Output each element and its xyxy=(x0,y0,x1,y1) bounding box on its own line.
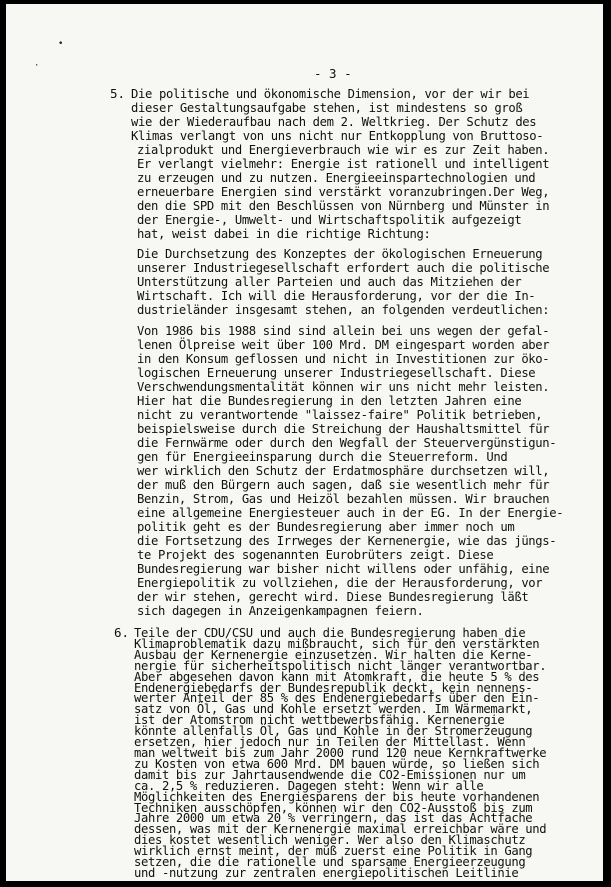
item-6-line: setzen, die die rationelle und sparsame Energieerzeugung xyxy=(134,855,526,870)
item-6-line: könnte allenfalls Öl, Gas und Kohle in der Stromerzeugung xyxy=(134,724,533,739)
item-5-line: den die SPD mit den Beschlüssen von Nürnberg und Münster in xyxy=(137,199,550,213)
item-5-line: dieser Gestaltungsaufgabe stehen, ist mindestens so groß xyxy=(131,101,523,115)
paragraph-b-line: beispielsweise durch die Streichung der Haushaltsmittel für xyxy=(137,422,550,436)
paragraph-b-line: te Projekt des sogenannten Eurobrüters zeigt. Diese xyxy=(137,548,494,562)
paragraph-b-line: Bundesregierung war bisher nicht willens oder unfähig, eine xyxy=(137,562,550,576)
item-5-line: Er verlangt vielmehr: Energie ist rationell und intelligent xyxy=(137,157,550,171)
item-6-line: und -nutzung zur zentralen energiepolitischen Leitlinie xyxy=(134,866,519,880)
paragraph-a-line: dustrieländer insgesamt stehen, an folgenden verdeutlichen: xyxy=(137,303,550,317)
paragraph-b-line: gen für Energieeinsparung durch die Steuerreform. Und xyxy=(137,450,508,464)
item-6-line: Klimaproblematik dazu mißbraucht, sich für den verstärkten xyxy=(134,636,540,651)
item-5-line: wie der Wiederaufbau nach dem 2. Weltkrieg. Der Schutz des xyxy=(131,115,537,129)
item-6-line: ersetzen, hier jedoch nur in Teilen der Mittellast. Wenn xyxy=(134,735,526,750)
paragraph-b-line: in den Konsum geflossen und nicht in Investitionen zur öko- xyxy=(137,352,550,366)
item-6-line: satz von Öl, Gas und Kohle ersetzt werden. Im Wärmemarkt, xyxy=(134,702,533,717)
item-5-line: erneuerbare Energien sind verstärkt voranzubringen.Der Weg, xyxy=(137,185,550,199)
document-page xyxy=(6,4,603,881)
item-6-line: dies kostet wesentlich weniger. Wer also den Klimaschutz xyxy=(134,833,526,848)
item-5-line: hat, weist dabei in die richtige Richtung: xyxy=(137,227,431,241)
paragraph-a-line: Die Durchsetzung des Konzeptes der ökologischen Erneuerung xyxy=(137,247,543,261)
item-6-line: Ausbau der Kernenergie einzusetzen. Wir halten die Kerne- xyxy=(134,647,533,662)
paragraph-b-line: politik geht es der Bundesregierung aber immer noch um xyxy=(137,520,515,534)
paragraph-b-line: Benzin, Strom, Gas und Heizöl bezahlen müssen. Wir brauchen xyxy=(137,492,550,506)
paragraph-a-line: Wirtschaft. Ich will die Herausforderung, vor der die In- xyxy=(137,289,536,303)
item-6-line: werter Anteil der 85 % des Endenergiebedarfs über den Ein- xyxy=(134,691,540,706)
item-5-line: der Energie-, Umwelt- und Wirtschaftspolitik aufgezeigt xyxy=(137,213,522,227)
paragraph-a-line: unserer Industriegesellschaft erfordert auch die politische xyxy=(137,261,550,275)
item-6-line: ist der Atomstrom nicht wettbewerbsfähig. Kernenergie xyxy=(134,713,505,728)
item-6-line: ca. 2,5 % reduzieren. Dagegen steht: Wenn wir alle xyxy=(134,778,484,793)
paragraph-b-line: lenen Ölpreise weit über 100 Mrd. DM eingespart worden aber xyxy=(137,338,550,352)
paragraph-a-line: Unterstützung aller Parteien und auch das Mitziehen der xyxy=(137,275,522,289)
paragraph-b-line: Von 1986 bis 1988 sind sind allein bei uns wegen der gefal- xyxy=(137,324,550,338)
paragraph-b-line: die Fortsetzung des Irrweges der Kernenergie, wie das jüngs- xyxy=(137,534,557,548)
paragraph-b-line: eine allgemeine Energiesteuer auch in der EG. In der Energie- xyxy=(137,506,564,520)
paragraph-b-line: nicht zu verantwortende "laissez-faire" Politik betrieben, xyxy=(137,408,543,422)
paragraph-b-line: der wir stehen, gerecht wird. Diese Bundesregierung läßt xyxy=(137,590,529,604)
item-6-line: Jahre 2000 um etwa 20 % verringern, das ist das Achtfache xyxy=(134,811,533,826)
item-6-line: damit bis zur Jahrtausendwende die CO2-Emissionen nur um xyxy=(134,767,526,782)
item-6-line: Aber abgesehen davon kann mit Atomkraft, die heute 5 % des xyxy=(134,669,540,684)
item-6-line: nergie für sicherheitspolitisch nicht länger verantwortbar. xyxy=(134,658,547,673)
paragraph-b-line: Hier hat die Bundesregierung in den letzten Jahren eine xyxy=(137,394,522,408)
item-6-line: wirklich ernst meint, der muß zuerst eine Politik in Gang xyxy=(134,844,533,859)
page-number: - 3 - xyxy=(314,66,352,81)
paragraph-b-line: sich dagegen in Anzeigenkampagnen feiern. xyxy=(137,604,424,618)
item-6-line: Techniken ausschöpfen, können wir den CO2-Ausstoß bis zum xyxy=(134,800,533,815)
paragraph-b-line: der muß den Bürgern auch sagen, daß sie wesentlich mehr für xyxy=(137,478,550,492)
paragraph-b-line: Energiepolitik zu vollziehen, die der Herausforderung, vor xyxy=(137,576,543,590)
item-6-line: zu Kosten von etwa 600 Mrd. DM bauen würde, so ließen sich xyxy=(134,756,540,771)
item-6-line: Endenergiebedarfs der Bundesrepublik deckt, kein nennens- xyxy=(134,680,533,695)
scan-speck: • xyxy=(58,39,64,49)
scan-speck: · xyxy=(34,61,40,71)
item-6-line: man weltweit bis zum Jahr 2000 rund 120 neue Kernkraftwerke xyxy=(134,746,547,760)
paragraph-b-line: wer wirklich den Schutz der Erdatmosphäre durchsetzen will, xyxy=(137,464,550,478)
item-number: 5. xyxy=(110,86,126,101)
item-6-line: Teile der CDU/CSU und auch die Bundesregierung haben die xyxy=(134,626,526,640)
item-6-line: dessen, was mit der Kernenergie maximal erreichbar wäre und xyxy=(134,822,547,837)
paragraph-b-line: logischen Erneuerung unserer Industriegesellschaft. Diese xyxy=(137,366,536,380)
item-5-line: zu erzeugen und zu nutzen. Energieeinspartechnologien und xyxy=(137,171,536,185)
item-5-line: zialprodukt und Energieverbrauch wie wir es zur Zeit haben. xyxy=(137,143,550,157)
paragraph-b-line: die Fernwärme oder durch den Wegfall der Steuervergünstigun- xyxy=(137,436,557,450)
paragraph-b-line: Verschwendungsmentalität können wir uns nicht mehr leisten. xyxy=(137,380,550,394)
item-number: 6. xyxy=(114,625,130,640)
item-6-line: Möglichkeiten des Energiesparens der bis heute vorhandenen xyxy=(134,789,540,804)
item-5-line: Die politische und ökonomische Dimension, vor der wir bei xyxy=(131,87,530,101)
item-5-line: Klimas verlangt von uns nicht nur Entkopplung von Bruttoso- xyxy=(131,129,544,143)
